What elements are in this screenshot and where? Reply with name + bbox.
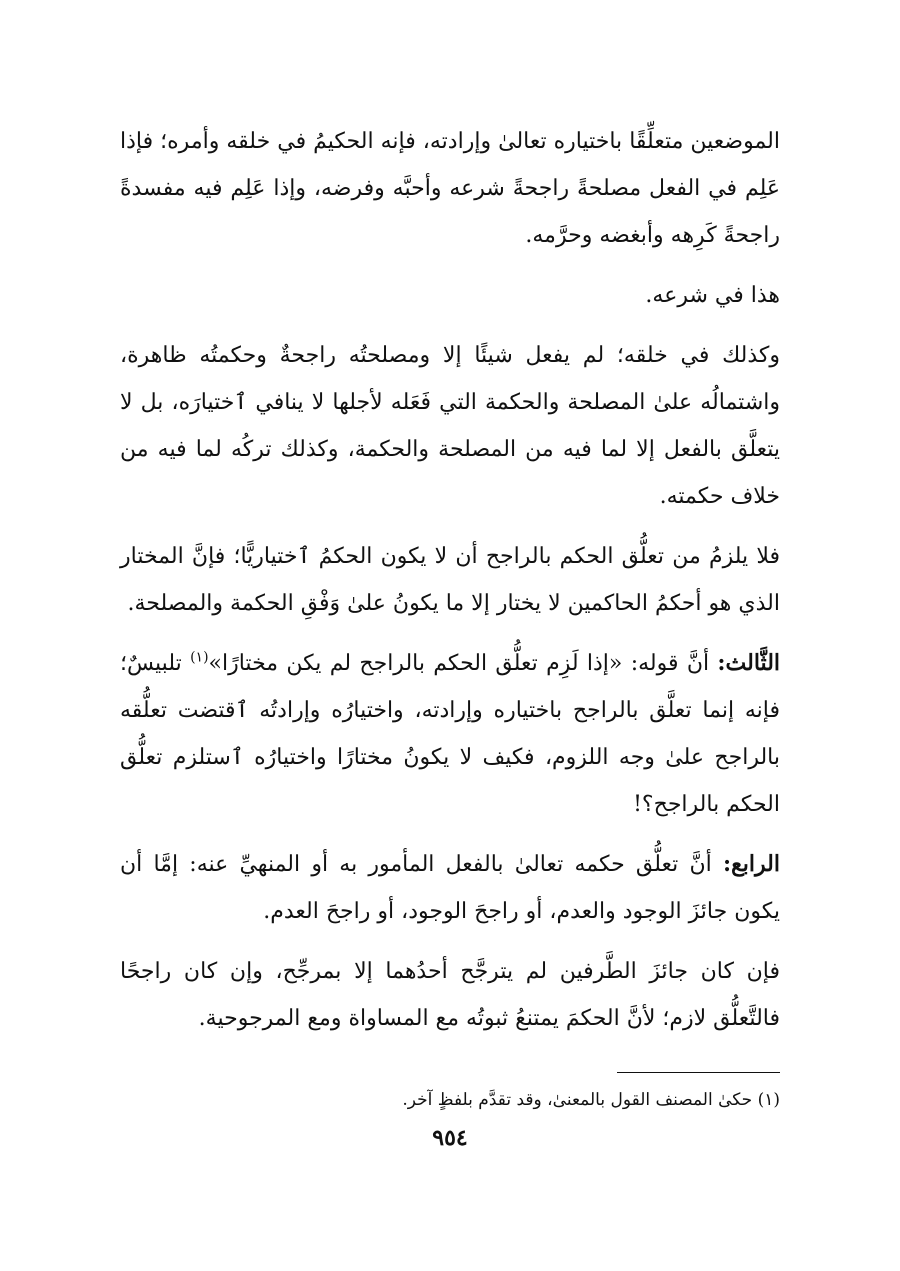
- paragraph: [120, 332, 780, 520]
- paragraph: [120, 272, 780, 319]
- paragraph-lead: الرابع:: [722, 851, 780, 877]
- footnote-divider: [617, 1072, 780, 1073]
- paragraph-text-continued: تلبيسٌ؛ فإنه إنما تعلَّق بالراجح باختياره وإرادته، واختيارُه وإرادتُه ٱقتضت تعلُّقه بالراجح علىٰ وجه اللزوم، فكيف لا يكونُ مختارًا واختيارُه ٱستلزم تعلُّق الحكم بالراجح؟!: [120, 651, 780, 817]
- paragraph-text: فإن كان جائزَ الطَّرفين لم يترجَّح أحدُهما إلا بمرجِّح، وإن كان راجحًا فالتَّعلُّق لازم؛ لأنَّ الحكمَ يمتنعُ ثبوتُه مع المساواة ومع المرجوحية.: [120, 959, 780, 1031]
- paragraph-text: الموضعين متعلِّقًا باختياره تعالىٰ وإرادته، فإنه الحكيمُ في خلقه وأمره؛ فإذا عَلِم في الفعل مصلحةً راجحةً شرعه وأحبَّه وفرضه، وإذا عَلِم فيه مفسدةً راجحةً كَرِهه وأبغضه وحرَّمه.: [120, 129, 780, 248]
- paragraph: [120, 533, 780, 627]
- paragraph-lead: الثَّالث:: [717, 650, 781, 676]
- paragraph-text: أنَّ قوله: «إذا لَزِم تعلُّق الحكم بالراجح لم يكن مختارًا»: [208, 651, 718, 676]
- footnote-reference[interactable]: (١): [190, 649, 209, 666]
- paragraph: [120, 841, 780, 935]
- main-text: [120, 118, 780, 1055]
- paragraph-text: وكذلك في خلقه؛ لم يفعل شيئًا إلا ومصلحتُه راجحةٌ وحكمتُه ظاهرة، واشتمالُه علىٰ المصلحة والحكمة التي فَعَله لأجلها لا ينافي ٱختيارَه، بل لا يتعلَّق بالفعل إلا لما فيه من المصلحة والحكمة، وكذلك تركُه لما فيه من خلاف حكمته.: [120, 343, 780, 509]
- footnote: (١) حكىٰ المصنف القول بالمعنىٰ، وقد تقدَّم بلفظٍ آخر.: [402, 1090, 780, 1110]
- paragraph-text: أنَّ تعلُّق حكمه تعالىٰ بالفعل المأمور به أو المنهيِّ عنه: إمَّا أن يكون جائزَ الوجود والعدم، أو راجحَ الوجود، أو راجحَ العدم.: [120, 852, 780, 924]
- paragraph: [120, 948, 780, 1042]
- page-number: ٩٥٤: [432, 1125, 468, 1151]
- paragraph-text: هذا في شرعه.: [645, 283, 780, 308]
- paragraph: [120, 640, 780, 828]
- paragraph: [120, 118, 780, 259]
- paragraph-text: فلا يلزمُ من تعلُّق الحكم بالراجح أن لا يكون الحكمُ ٱختياريًّا؛ فإنَّ المختار الذي هو أحكمُ الحاكمين لا يختار إلا ما يكونُ علىٰ وَفْقِ الحكمة والمصلحة.: [120, 544, 780, 616]
